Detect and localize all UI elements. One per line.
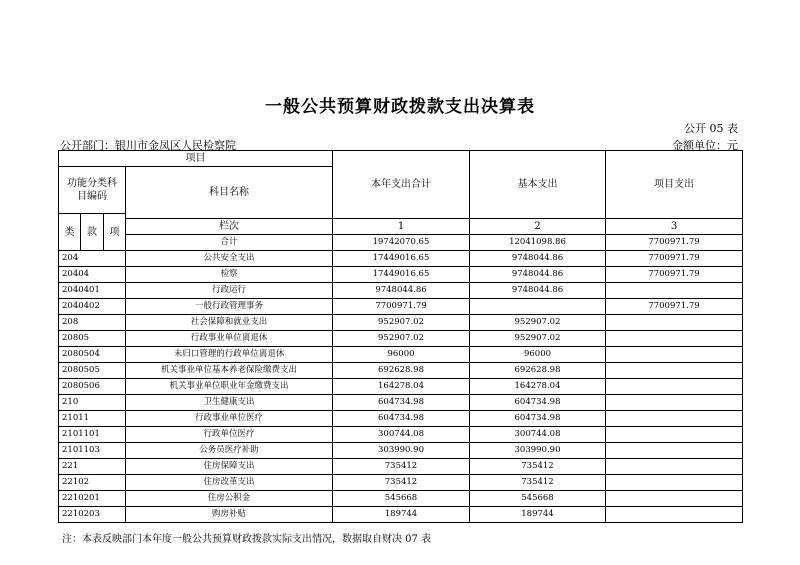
row-project	[606, 443, 743, 459]
row-basic: 9748044.86	[470, 251, 606, 267]
total-row-basic: 12041098.86	[470, 235, 606, 251]
row-code: 204	[59, 251, 126, 267]
row-basic: 952907.02	[470, 331, 606, 347]
form-number: 公开 05 表	[684, 122, 738, 135]
table-row	[59, 315, 743, 331]
row-project	[606, 507, 743, 523]
row-total: 692628.98	[333, 363, 470, 379]
footnote: 注：本表反映部门本年度一般公共预算财政拨款实际支出情况，数据取自财决 07 表	[62, 534, 432, 545]
row-subject-name: 卫生健康支出	[126, 395, 333, 411]
total-row-total: 19742070.65	[333, 235, 470, 251]
row-code: 208	[59, 315, 126, 331]
row-total: 17449016.65	[333, 251, 470, 267]
table-row	[59, 331, 743, 347]
row-total: 604734.98	[333, 411, 470, 427]
row-code: 2040401	[59, 283, 126, 299]
row-code: 21011	[59, 411, 126, 427]
amount-unit-label: 金额单位：元	[672, 139, 738, 152]
row-subject-name: 行政事业单位离退休	[126, 331, 333, 347]
table-row	[59, 427, 743, 443]
table-row	[59, 379, 743, 395]
header-basic-col: 基本支出	[470, 151, 606, 219]
row-total: 189744	[333, 507, 470, 523]
row-project	[606, 283, 743, 299]
header-col1: 1	[333, 219, 470, 235]
table-row	[59, 283, 743, 299]
row-subject-name: 公共安全支出	[126, 251, 333, 267]
row-project	[606, 315, 743, 331]
table-row	[59, 299, 743, 315]
row-total: 735412	[333, 475, 470, 491]
row-total: 303990.90	[333, 443, 470, 459]
row-basic	[470, 299, 606, 315]
row-basic: 545668	[470, 491, 606, 507]
header-col2: 2	[470, 219, 606, 235]
row-code: 2040402	[59, 299, 126, 315]
header-col3: 3	[606, 219, 743, 235]
row-subject-name: 检察	[126, 267, 333, 283]
row-code: 210	[59, 395, 126, 411]
row-basic: 735412	[470, 459, 606, 475]
row-total: 96000	[333, 347, 470, 363]
header-project-col: 项目支出	[606, 151, 743, 219]
row-basic: 300744.08	[470, 427, 606, 443]
row-total: 300744.08	[333, 427, 470, 443]
table-body	[59, 251, 743, 523]
row-project	[606, 363, 743, 379]
total-row-project: 7700971.79	[606, 235, 743, 251]
header-subject-name: 科目名称	[126, 167, 333, 219]
row-subject-name: 住房保障支出	[126, 459, 333, 475]
row-code: 2210203	[59, 507, 126, 523]
header-kuan: 款	[81, 214, 104, 251]
table-row	[59, 475, 743, 491]
row-subject-name: 行政事业单位医疗	[126, 411, 333, 427]
table-row	[59, 395, 743, 411]
row-basic: 9748044.86	[470, 283, 606, 299]
row-project: 7700971.79	[606, 251, 743, 267]
table-row	[59, 411, 743, 427]
row-project: 7700971.79	[606, 267, 743, 283]
row-project	[606, 491, 743, 507]
row-total: 17449016.65	[333, 267, 470, 283]
header-xiang: 项	[104, 214, 126, 251]
row-basic: 164278.04	[470, 379, 606, 395]
row-subject-name: 一般行政管理事务	[126, 299, 333, 315]
row-subject-name: 社会保障和就业支出	[126, 315, 333, 331]
row-total: 545668	[333, 491, 470, 507]
row-basic: 96000	[470, 347, 606, 363]
header-project: 项目	[59, 151, 333, 167]
row-subject-name: 未归口管理的行政单位离退休	[126, 347, 333, 363]
row-subject-name: 机关事业单位职业年金缴费支出	[126, 379, 333, 395]
row-total: 952907.02	[333, 331, 470, 347]
row-project	[606, 459, 743, 475]
row-total: 7700971.79	[333, 299, 470, 315]
row-code: 2210201	[59, 491, 126, 507]
table-row	[59, 267, 743, 283]
row-subject-name: 行政运行	[126, 283, 333, 299]
row-subject-name: 公务员医疗补助	[126, 443, 333, 459]
row-code: 2080506	[59, 379, 126, 395]
row-total: 9748044.86	[333, 283, 470, 299]
row-project	[606, 347, 743, 363]
row-project	[606, 427, 743, 443]
row-code: 221	[59, 459, 126, 475]
row-subject-name: 行政单位医疗	[126, 427, 333, 443]
row-code: 20404	[59, 267, 126, 283]
row-project: 7700971.79	[606, 299, 743, 315]
row-code: 2101101	[59, 427, 126, 443]
total-row-label: 合计	[126, 235, 333, 251]
row-basic: 692628.98	[470, 363, 606, 379]
row-total: 952907.02	[333, 315, 470, 331]
row-basic: 735412	[470, 475, 606, 491]
row-project	[606, 379, 743, 395]
header-func-code: 功能分类科目编码	[59, 167, 126, 214]
table-row	[59, 251, 743, 267]
row-subject-name: 住房改革支出	[126, 475, 333, 491]
page-title: 一般公共预算财政拨款支出决算表	[265, 97, 535, 117]
row-basic: 189744	[470, 507, 606, 523]
row-total: 604734.98	[333, 395, 470, 411]
row-total: 735412	[333, 459, 470, 475]
row-basic: 604734.98	[470, 395, 606, 411]
row-subject-name: 购房补贴	[126, 507, 333, 523]
row-basic: 952907.02	[470, 315, 606, 331]
row-total: 164278.04	[333, 379, 470, 395]
row-basic: 9748044.86	[470, 267, 606, 283]
row-code: 2101103	[59, 443, 126, 459]
table-row	[59, 459, 743, 475]
row-code: 20805	[59, 331, 126, 347]
budget-expenditure-table	[58, 150, 743, 523]
table-row	[59, 363, 743, 379]
table-row	[59, 347, 743, 363]
table-row	[59, 443, 743, 459]
table-row	[59, 491, 743, 507]
row-project	[606, 395, 743, 411]
row-code: 22102	[59, 475, 126, 491]
header-lanci: 栏次	[126, 219, 333, 235]
row-subject-name: 住房公积金	[126, 491, 333, 507]
row-basic: 303990.90	[470, 443, 606, 459]
row-project	[606, 475, 743, 491]
department-label: 公开部门：银川市金凤区人民检察院	[60, 139, 236, 152]
row-code: 2080504	[59, 347, 126, 363]
row-subject-name: 机关事业单位基本养老保险缴费支出	[126, 363, 333, 379]
row-project	[606, 331, 743, 347]
row-basic: 604734.98	[470, 411, 606, 427]
header-lei: 类	[59, 214, 81, 251]
row-code: 2080505	[59, 363, 126, 379]
row-project	[606, 411, 743, 427]
table-row	[59, 507, 743, 523]
header-total-col: 本年支出合计	[333, 151, 470, 219]
